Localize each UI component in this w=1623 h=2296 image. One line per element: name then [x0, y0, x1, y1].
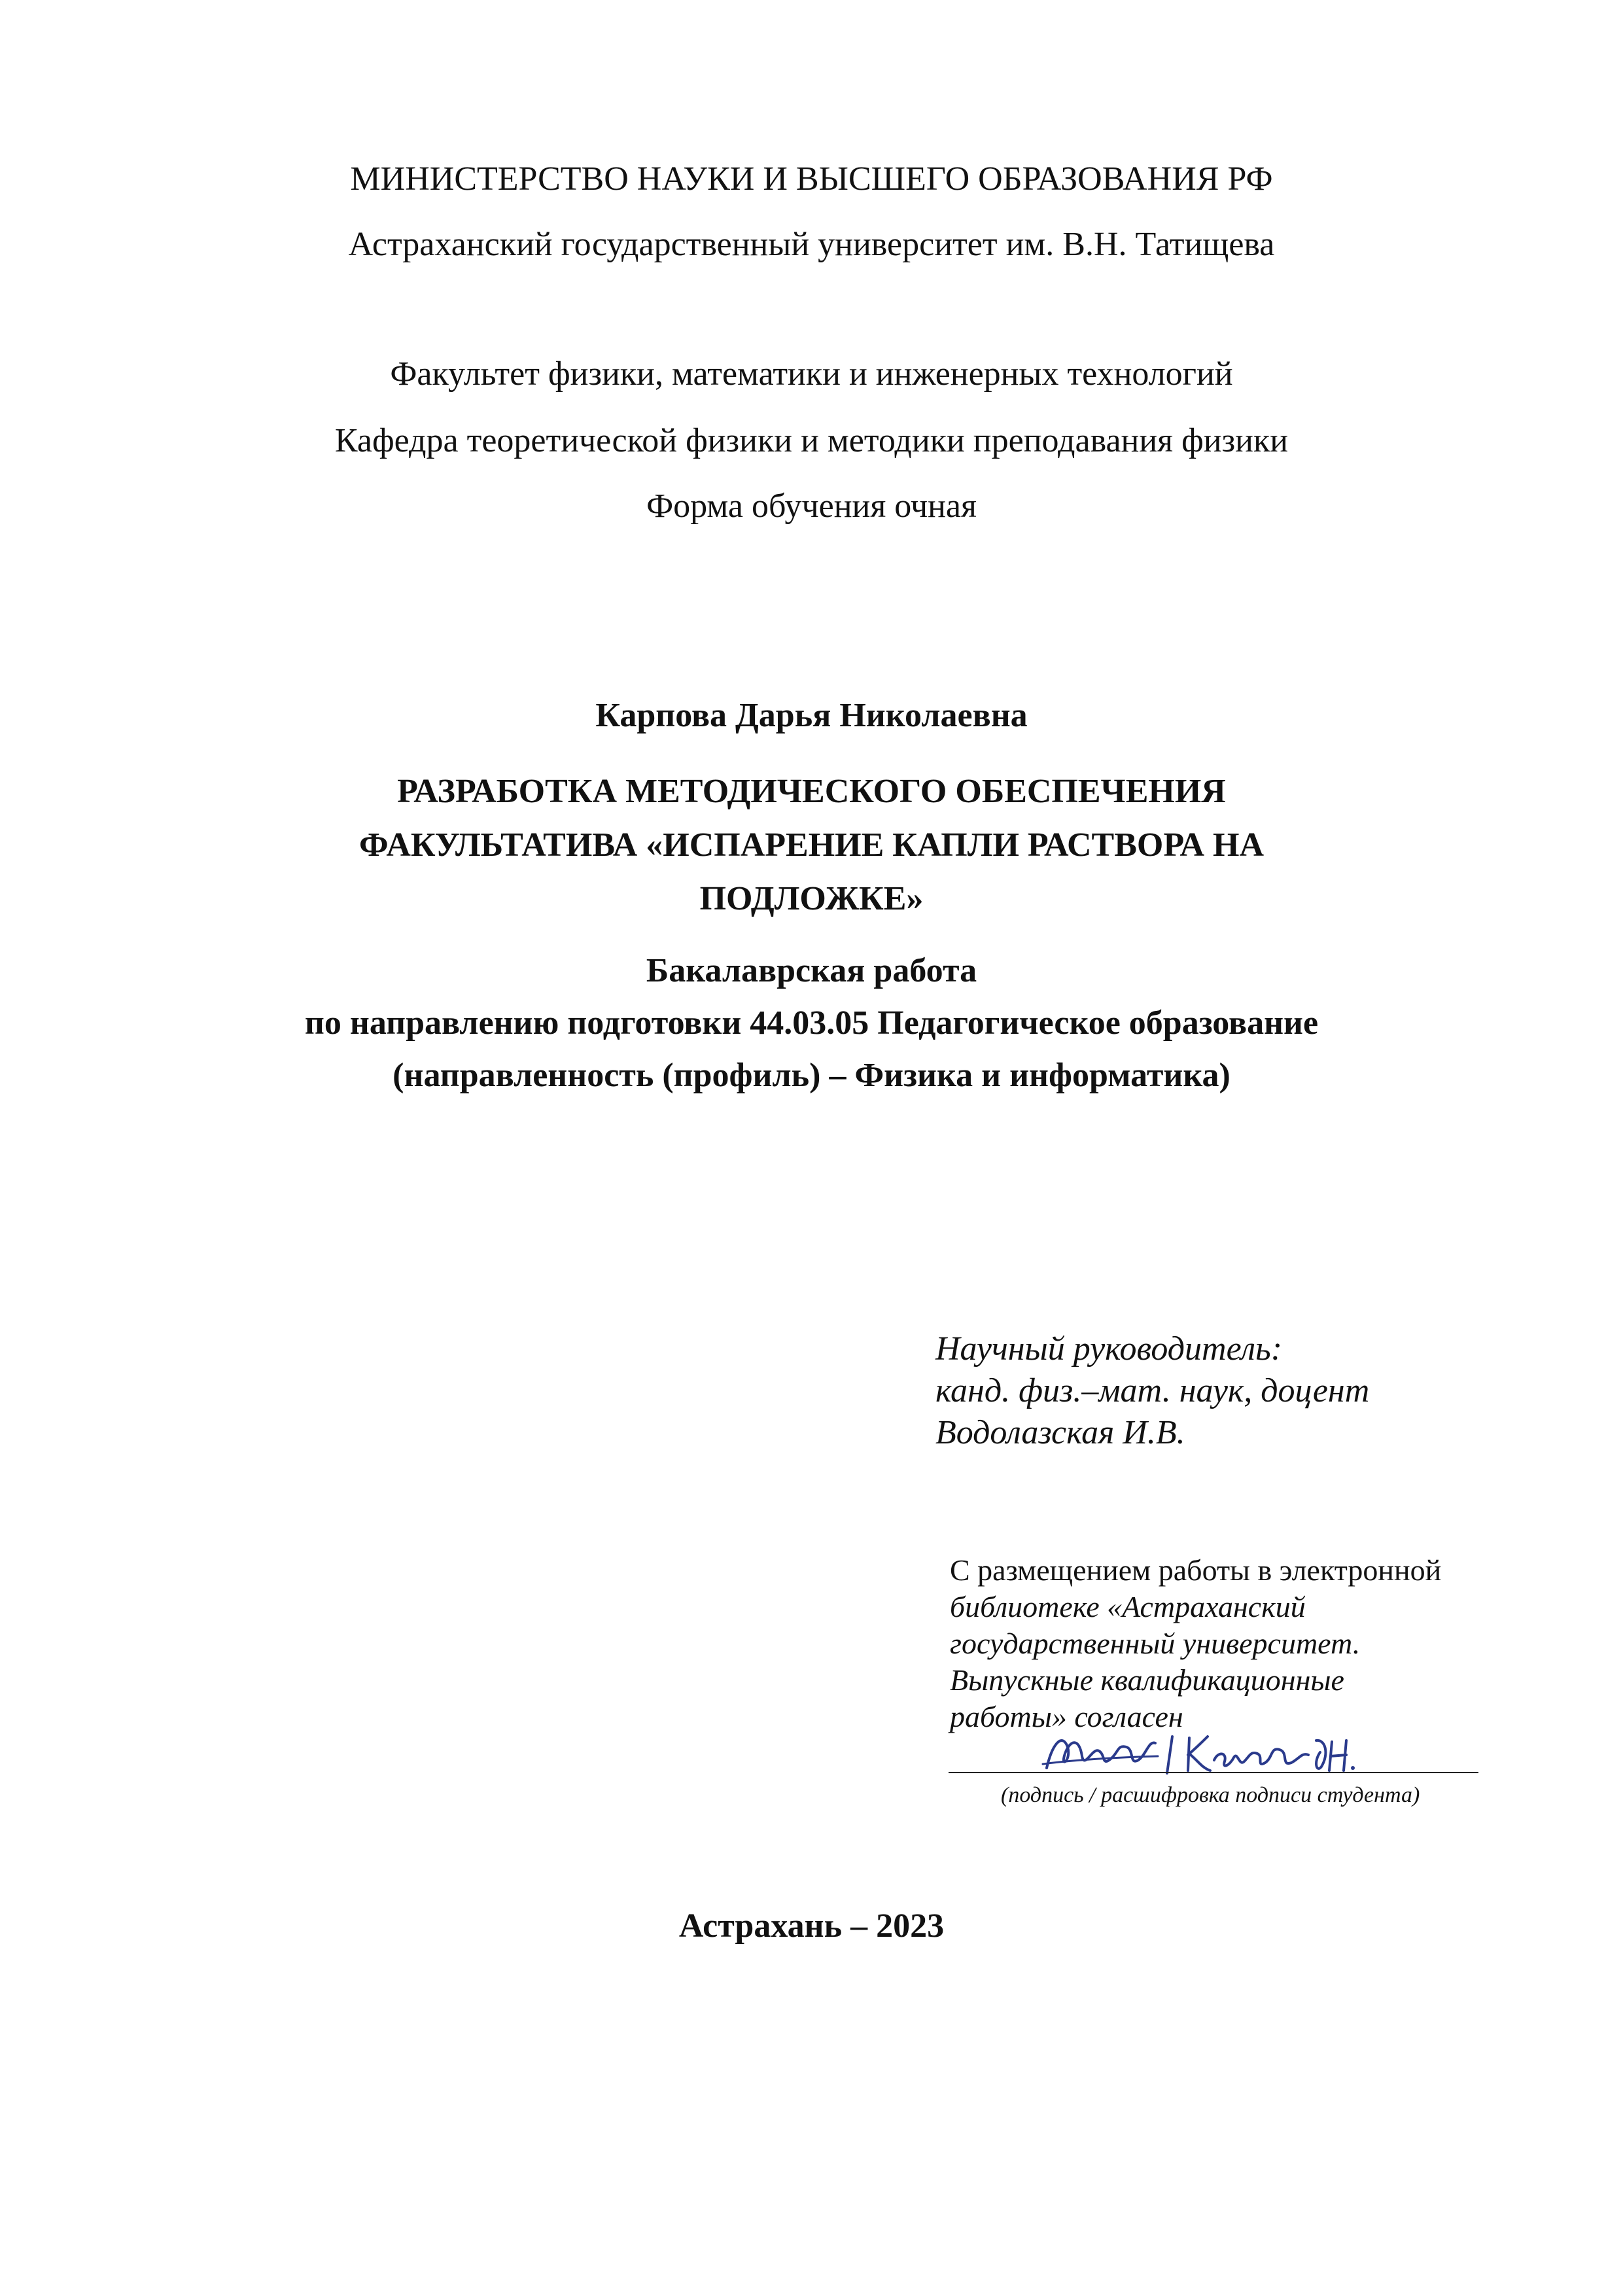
faculty-line: Факультет физики, математики и инженерных технологий: [390, 355, 1233, 393]
ministry-line: МИНИСТЕРСТВО НАУКИ И ВЫСШЕГО ОБРАЗОВАНИЯ РФ: [350, 160, 1273, 198]
consent-line-5: работы» согласен: [950, 1700, 1183, 1733]
university-line: Астраханский государственный университет им. В.Н. Татищева: [348, 226, 1275, 263]
work-type: Бакалаврская работа: [646, 952, 977, 989]
consent-line-3: государственный университет.: [950, 1627, 1361, 1660]
consent-block: [950, 1552, 1441, 1735]
thesis-title-line-3: ПОДЛОЖКЕ»: [699, 880, 924, 917]
signature-line: [949, 1772, 1478, 1773]
supervisor-block: [935, 1328, 1369, 1454]
thesis-title-line-1: РАЗРАБОТКА МЕТОДИЧЕСКОГО ОБЕСПЕЧЕНИЯ: [397, 773, 1226, 810]
study-form-line: Форма обучения очная: [646, 487, 977, 525]
supervisor-degree: канд. физ.–мат. наук, доцент: [935, 1372, 1370, 1409]
training-direction: по направлению подготовки 44.03.05 Педагогическое образование: [304, 1004, 1319, 1042]
supervisor-name: Водолазская И.В.: [935, 1414, 1185, 1451]
supervisor-label: Научный руководитель:: [935, 1330, 1283, 1368]
thesis-title-line-2: ФАКУЛЬТАТИВА «ИСПАРЕНИЕ КАПЛИ РАСТВОРА НА: [358, 826, 1265, 864]
consent-line-2: библиотеке «Астраханский: [950, 1590, 1306, 1623]
author-name: Карпова Дарья Николаевна: [595, 697, 1028, 734]
city-year: Астрахань – 2023: [678, 1907, 945, 1945]
consent-line-4: Выпускные квалификационные: [950, 1663, 1344, 1697]
signature-caption: (подпись / расшифровка подписи студента): [1001, 1783, 1420, 1807]
consent-line-1: С размещением работы в электронной: [950, 1553, 1442, 1587]
training-profile: (направленность (профиль) – Физика и информатика): [393, 1057, 1230, 1094]
department-line: Кафедра теоретической физики и методики преподавания физики: [334, 422, 1289, 459]
